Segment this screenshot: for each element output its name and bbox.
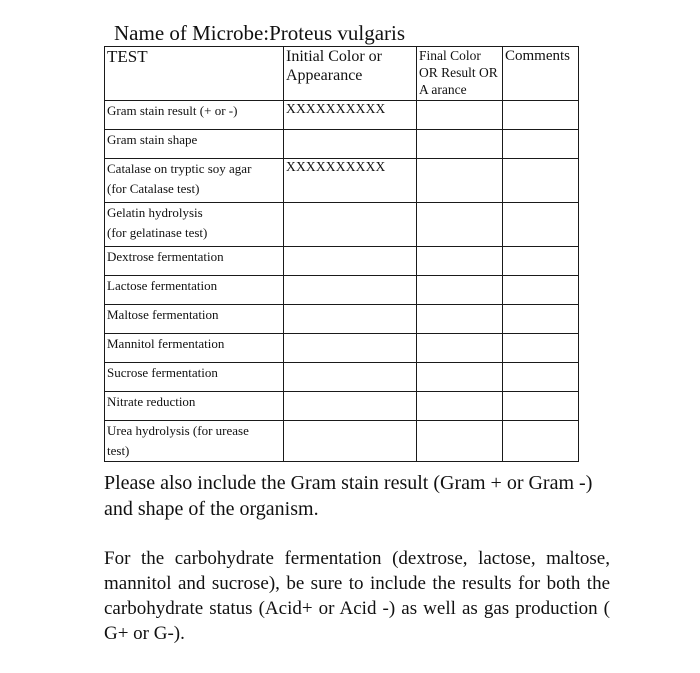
final-result-cell[interactable] <box>417 276 503 305</box>
test-name-line1: Gram stain result (+ or -) <box>107 103 238 118</box>
final-result-cell[interactable] <box>417 247 503 276</box>
table-row <box>105 203 579 247</box>
initial-color-cell[interactable] <box>284 334 417 363</box>
comments-cell[interactable] <box>503 159 579 203</box>
final-result-cell[interactable] <box>417 130 503 159</box>
final-result-cell[interactable] <box>417 203 503 247</box>
comments-cell[interactable] <box>503 334 579 363</box>
initial-color-cell[interactable] <box>284 363 417 392</box>
test-name-line1: Urea hydrolysis (for urease <box>107 423 249 438</box>
table-row <box>105 392 579 421</box>
initial-color-cell[interactable]: XXXXXXXXXX <box>284 159 417 203</box>
comments-cell[interactable] <box>503 276 579 305</box>
table-row <box>105 421 579 462</box>
test-name-cell <box>105 203 284 247</box>
test-name-cell <box>105 392 284 421</box>
test-name-cell <box>105 305 284 334</box>
test-name-cell <box>105 101 284 130</box>
header-initial-color <box>284 47 417 101</box>
final-result-cell[interactable] <box>417 101 503 130</box>
initial-color-cell[interactable] <box>284 247 417 276</box>
lab-results-table <box>104 46 579 462</box>
comments-cell[interactable] <box>503 247 579 276</box>
initial-color-cell[interactable] <box>284 130 417 159</box>
test-name-line1: Maltose fermentation <box>107 307 219 322</box>
header-test-label: TEST <box>107 47 148 66</box>
final-result-cell[interactable] <box>417 305 503 334</box>
test-name-line2: (for gelatinase test) <box>107 225 208 240</box>
initial-color-cell[interactable] <box>284 392 417 421</box>
test-name-cell <box>105 276 284 305</box>
comments-cell[interactable] <box>503 363 579 392</box>
table-row <box>105 363 579 392</box>
initial-color-cell[interactable] <box>284 305 417 334</box>
comments-cell[interactable] <box>503 101 579 130</box>
table-body <box>105 101 579 462</box>
test-name-cell <box>105 334 284 363</box>
header-final-line3: A arance <box>419 82 467 97</box>
gram-stain-note: Please also include the Gram stain result (Gram + or Gram -) and shape of the organism. <box>104 472 593 520</box>
test-name-cell <box>105 247 284 276</box>
final-result-cell[interactable] <box>417 159 503 203</box>
initial-color-cell[interactable] <box>284 276 417 305</box>
table-row <box>105 130 579 159</box>
table-row <box>105 276 579 305</box>
test-name-cell <box>105 159 284 203</box>
test-name-line2: (for Catalase test) <box>107 181 200 196</box>
test-name-cell <box>105 421 284 462</box>
test-name-line1: Lactose fermentation <box>107 278 218 293</box>
test-name-cell <box>105 363 284 392</box>
header-initial-line1: Initial Color or <box>286 48 382 65</box>
test-name-line1: Catalase on tryptic soy agar <box>107 161 252 176</box>
comments-cell[interactable] <box>503 392 579 421</box>
header-initial-line2: Appearance <box>286 67 363 84</box>
header-comments <box>503 47 579 101</box>
carbohydrate-note: For the carbohydrate fermentation (dextrose, lactose, maltose, mannitol and sucrose), be sure to include the results for both the carbohydrate status (Acid+ or Acid -) as well as gas production ( G+ or G-). <box>104 548 610 644</box>
table-row <box>105 159 579 203</box>
initial-color-cell[interactable] <box>284 421 417 462</box>
comments-cell[interactable] <box>503 305 579 334</box>
final-result-cell[interactable] <box>417 334 503 363</box>
table-row <box>105 101 579 130</box>
test-name-cell <box>105 130 284 159</box>
page-title: Name of Microbe:Proteus vulgaris <box>114 21 406 45</box>
header-final-line1: Final Color <box>419 48 481 63</box>
initial-color-cell[interactable] <box>284 203 417 247</box>
comments-cell[interactable] <box>503 130 579 159</box>
table-row <box>105 305 579 334</box>
test-name-line2: test) <box>107 443 130 458</box>
test-name-line1: Nitrate reduction <box>107 394 196 409</box>
comments-cell[interactable] <box>503 203 579 247</box>
header-final-line2: OR Result OR <box>419 65 498 80</box>
final-result-cell[interactable] <box>417 363 503 392</box>
final-result-cell[interactable] <box>417 392 503 421</box>
test-name-line1: Dextrose fermentation <box>107 249 224 264</box>
comments-cell[interactable] <box>503 421 579 462</box>
table-row <box>105 247 579 276</box>
test-name-line1: Sucrose fermentation <box>107 365 218 380</box>
header-test <box>105 47 284 101</box>
initial-color-cell[interactable]: XXXXXXXXXX <box>284 101 417 130</box>
header-comments-label: Comments <box>505 48 571 64</box>
header-final-color <box>417 47 503 101</box>
test-name-line1: Gram stain shape <box>107 132 198 147</box>
test-name-line1: Mannitol fermentation <box>107 336 225 351</box>
table-row <box>105 334 579 363</box>
final-result-cell[interactable] <box>417 421 503 462</box>
header-row <box>105 47 579 101</box>
test-name-line1: Gelatin hydrolysis <box>107 205 203 220</box>
